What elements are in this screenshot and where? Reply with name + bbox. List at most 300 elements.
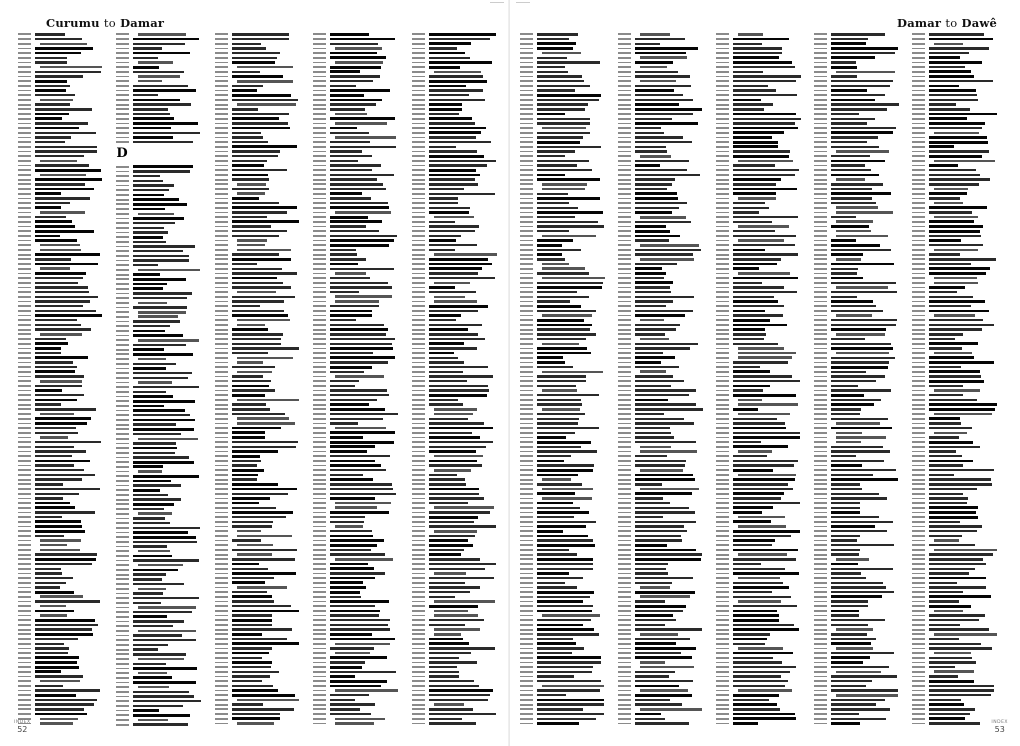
map-reference	[18, 291, 31, 293]
map-reference	[618, 155, 631, 157]
place-name	[232, 455, 260, 458]
place-name	[929, 310, 989, 313]
place-name	[35, 61, 67, 63]
place-name	[537, 455, 571, 457]
place-name	[429, 207, 470, 209]
map-reference	[912, 451, 925, 453]
map-reference	[520, 427, 533, 429]
place-name	[330, 249, 356, 251]
map-reference	[215, 708, 228, 710]
map-reference	[520, 451, 533, 453]
map-reference	[520, 282, 533, 284]
map-reference	[520, 662, 533, 664]
map-reference	[116, 38, 129, 40]
map-reference	[116, 414, 129, 416]
place-name	[133, 43, 185, 45]
place-name	[232, 338, 281, 340]
place-name	[133, 208, 165, 211]
map-reference	[18, 38, 31, 40]
map-reference	[716, 451, 729, 453]
place-name	[929, 47, 989, 49]
map-reference	[716, 216, 729, 218]
place-name	[35, 47, 93, 50]
place-name	[635, 680, 693, 682]
index-entry	[412, 721, 504, 726]
place-name	[537, 633, 599, 635]
place-name	[635, 71, 678, 73]
map-reference	[412, 71, 425, 73]
place-name	[635, 136, 683, 138]
place-name	[929, 624, 960, 626]
map-reference	[716, 427, 729, 429]
place-name	[35, 239, 77, 242]
place-name	[929, 717, 965, 720]
map-reference	[618, 624, 631, 626]
map-reference	[215, 160, 228, 162]
map-reference	[814, 582, 827, 584]
map-reference	[412, 113, 425, 115]
map-reference	[18, 296, 31, 298]
map-reference	[814, 601, 827, 603]
place-name	[40, 99, 73, 101]
map-reference	[313, 521, 326, 523]
map-reference	[814, 108, 827, 110]
map-reference	[618, 535, 631, 537]
place-name	[35, 713, 87, 716]
place-name	[434, 703, 464, 706]
place-name	[733, 258, 781, 260]
map-reference	[912, 235, 925, 237]
place-name	[635, 347, 690, 349]
map-reference	[814, 507, 827, 509]
map-reference	[18, 441, 31, 443]
map-reference	[18, 526, 31, 528]
place-name	[929, 586, 986, 588]
map-reference	[313, 573, 326, 575]
place-name	[429, 347, 477, 349]
place-name	[232, 75, 283, 78]
map-reference	[912, 273, 925, 275]
map-reference	[716, 99, 729, 101]
place-name	[434, 614, 478, 616]
place-name	[237, 291, 276, 293]
place-name	[929, 89, 976, 92]
map-reference	[313, 357, 326, 359]
map-reference	[520, 540, 533, 542]
map-reference	[215, 418, 228, 420]
map-reference	[412, 291, 425, 293]
map-reference	[18, 558, 31, 560]
map-reference	[18, 474, 31, 476]
map-reference	[716, 76, 729, 78]
place-name	[232, 343, 281, 345]
map-reference	[215, 43, 228, 45]
map-reference	[116, 386, 129, 388]
map-reference	[618, 643, 631, 645]
place-name	[232, 685, 273, 687]
map-reference	[116, 94, 129, 96]
map-reference	[912, 212, 925, 214]
place-name	[237, 192, 265, 195]
map-reference	[313, 493, 326, 495]
map-reference	[215, 427, 228, 429]
map-reference	[313, 137, 326, 139]
map-reference	[814, 605, 827, 607]
place-name	[733, 338, 764, 340]
place-name	[831, 418, 888, 420]
folio-label: INDEX	[991, 720, 1008, 725]
map-reference	[814, 437, 827, 439]
place-name	[929, 661, 976, 663]
map-reference	[618, 52, 631, 54]
place-name	[133, 531, 188, 534]
map-reference	[716, 183, 729, 185]
place-name	[537, 57, 567, 59]
place-name	[434, 71, 481, 73]
place-name	[635, 169, 687, 171]
place-name	[40, 605, 66, 607]
place-name	[330, 220, 382, 223]
place-name	[232, 511, 293, 514]
place-name	[35, 483, 63, 485]
map-reference	[313, 708, 326, 710]
map-reference	[618, 638, 631, 640]
map-reference	[215, 62, 228, 64]
place-name	[232, 268, 282, 270]
place-name	[330, 146, 396, 148]
place-name	[133, 494, 168, 496]
map-reference	[716, 249, 729, 251]
place-name	[232, 671, 279, 673]
place-name	[330, 455, 390, 457]
place-name	[934, 202, 963, 204]
map-reference	[520, 296, 533, 298]
map-reference	[618, 57, 631, 59]
map-reference	[215, 226, 228, 228]
place-name	[831, 408, 861, 410]
place-name	[537, 113, 565, 116]
map-reference	[412, 240, 425, 242]
map-reference	[520, 301, 533, 303]
map-reference	[814, 723, 827, 725]
map-reference	[313, 296, 326, 298]
map-reference	[116, 278, 129, 280]
map-reference	[116, 433, 129, 435]
map-reference	[412, 530, 425, 532]
map-reference	[520, 310, 533, 312]
map-reference	[116, 213, 129, 215]
place-name	[831, 666, 889, 668]
map-reference	[814, 718, 827, 720]
map-reference	[520, 483, 533, 485]
map-reference	[215, 540, 228, 542]
map-reference	[814, 694, 827, 696]
place-name	[831, 539, 857, 541]
place-name	[133, 480, 171, 483]
place-name	[542, 389, 577, 391]
place-name	[733, 300, 778, 303]
place-name	[929, 305, 971, 307]
map-reference	[313, 540, 326, 542]
place-name	[831, 525, 875, 528]
place-name	[929, 427, 972, 429]
place-name	[35, 488, 100, 490]
map-reference	[912, 587, 925, 589]
map-reference	[716, 315, 729, 317]
place-name	[640, 66, 667, 68]
map-reference	[116, 132, 129, 134]
map-reference	[215, 455, 228, 457]
place-name	[133, 184, 174, 186]
map-reference	[18, 235, 31, 237]
place-name	[330, 441, 394, 444]
map-reference	[18, 652, 31, 654]
place-name	[330, 694, 369, 696]
map-reference	[912, 207, 925, 209]
place-name	[133, 611, 192, 613]
place-name	[831, 577, 866, 579]
place-name	[35, 366, 77, 368]
map-reference	[814, 535, 827, 537]
place-name	[929, 568, 975, 570]
map-reference	[618, 619, 631, 621]
map-reference	[618, 273, 631, 275]
place-name	[635, 647, 696, 650]
map-reference	[313, 502, 326, 504]
map-reference	[912, 48, 925, 50]
place-name	[831, 371, 866, 373]
map-reference	[215, 198, 228, 200]
place-name	[537, 624, 583, 627]
place-name	[733, 211, 759, 213]
map-reference	[412, 33, 425, 35]
place-name	[733, 680, 788, 682]
map-reference	[912, 483, 925, 485]
map-reference	[814, 554, 827, 556]
map-reference	[412, 596, 425, 598]
place-name	[929, 370, 980, 373]
place-name	[35, 478, 82, 480]
map-reference	[313, 685, 326, 687]
place-name	[429, 488, 479, 491]
map-reference	[18, 57, 31, 59]
map-reference	[716, 596, 729, 598]
place-name	[232, 403, 266, 405]
place-name	[330, 56, 386, 59]
place-name	[831, 586, 886, 588]
map-reference	[618, 174, 631, 176]
map-reference	[412, 174, 425, 176]
map-reference	[618, 582, 631, 584]
place-name	[35, 370, 75, 373]
place-name	[429, 371, 463, 373]
place-name	[929, 296, 973, 298]
map-reference	[215, 179, 228, 181]
map-reference	[716, 282, 729, 284]
map-reference	[116, 447, 129, 449]
place-name	[330, 680, 387, 683]
map-reference	[912, 33, 925, 35]
map-reference	[18, 404, 31, 406]
place-name	[537, 600, 583, 603]
map-reference	[520, 287, 533, 289]
place-name	[537, 150, 575, 152]
place-name	[635, 277, 664, 279]
map-reference	[116, 503, 129, 505]
map-reference	[814, 549, 827, 551]
place-name	[330, 699, 355, 701]
map-reference	[912, 343, 925, 345]
place-name	[133, 578, 162, 580]
map-reference	[814, 249, 827, 251]
map-reference	[412, 85, 425, 87]
place-name	[330, 431, 395, 434]
place-name	[133, 503, 174, 506]
map-reference	[116, 428, 129, 430]
place-name	[831, 633, 867, 635]
map-reference	[520, 268, 533, 270]
map-reference	[215, 155, 228, 157]
map-reference	[716, 507, 729, 509]
map-reference	[912, 479, 925, 481]
map-reference	[215, 137, 228, 139]
place-name	[635, 380, 684, 382]
map-reference	[618, 132, 631, 134]
place-name	[537, 642, 576, 645]
map-reference	[313, 329, 326, 331]
map-reference	[520, 596, 533, 598]
map-reference	[520, 108, 533, 110]
place-name	[35, 169, 101, 172]
place-name	[537, 366, 573, 368]
place-name	[635, 694, 692, 697]
place-name	[35, 624, 98, 626]
place-name	[133, 423, 176, 425]
map-reference	[116, 410, 129, 412]
place-name	[133, 170, 190, 172]
place-name	[232, 174, 268, 177]
map-reference	[215, 57, 228, 59]
place-name	[929, 253, 960, 255]
place-name	[537, 544, 595, 547]
map-reference	[716, 385, 729, 387]
place-name	[537, 647, 584, 649]
map-reference	[18, 43, 31, 45]
place-name	[537, 286, 602, 289]
map-reference	[814, 282, 827, 284]
place-name	[35, 202, 70, 204]
map-reference	[18, 380, 31, 382]
map-reference	[520, 376, 533, 378]
place-name	[635, 324, 680, 326]
map-reference	[116, 550, 129, 552]
map-reference	[618, 390, 631, 392]
map-reference	[716, 474, 729, 476]
place-name	[929, 591, 963, 593]
map-reference	[520, 258, 533, 260]
map-reference	[520, 202, 533, 204]
map-reference	[618, 540, 631, 542]
place-name	[429, 188, 464, 190]
place-name	[537, 680, 601, 682]
map-reference	[520, 179, 533, 181]
place-name	[133, 113, 170, 115]
place-name	[429, 108, 462, 111]
map-reference	[716, 57, 729, 59]
place-name	[831, 375, 885, 377]
place-name	[831, 591, 894, 593]
place-name	[635, 108, 702, 111]
place-name	[330, 117, 395, 120]
place-name	[133, 395, 173, 398]
place-name	[35, 460, 90, 463]
map-reference	[412, 183, 425, 185]
map-reference	[215, 263, 228, 265]
place-name	[635, 511, 695, 513]
place-name	[831, 66, 857, 69]
place-name	[831, 80, 893, 82]
place-name	[232, 642, 299, 645]
map-reference	[412, 254, 425, 256]
place-name	[429, 539, 468, 542]
map-reference	[618, 249, 631, 251]
map-reference	[412, 465, 425, 467]
place-name	[635, 427, 670, 429]
map-reference	[814, 80, 827, 82]
map-reference	[215, 399, 228, 401]
place-name	[429, 230, 475, 232]
place-name	[429, 657, 459, 659]
place-name	[40, 722, 73, 724]
place-name	[429, 333, 478, 335]
place-name	[929, 394, 963, 396]
place-name	[733, 207, 769, 209]
map-reference	[520, 460, 533, 462]
place-name	[733, 286, 784, 288]
map-reference	[18, 516, 31, 518]
map-reference	[215, 333, 228, 335]
map-reference	[618, 216, 631, 218]
place-name	[138, 213, 174, 215]
place-name	[429, 680, 474, 682]
map-reference	[116, 330, 129, 332]
map-reference	[412, 123, 425, 125]
map-reference	[912, 685, 925, 687]
map-reference	[716, 338, 729, 340]
place-name	[232, 436, 265, 439]
place-name	[831, 483, 860, 485]
place-name	[40, 680, 80, 682]
place-name	[640, 708, 702, 711]
map-reference	[716, 113, 729, 115]
place-name	[733, 183, 776, 185]
map-reference	[912, 498, 925, 500]
place-name	[330, 333, 386, 335]
place-name	[429, 52, 465, 55]
place-name	[429, 624, 465, 626]
place-name	[133, 217, 184, 220]
place-name	[232, 689, 278, 692]
map-reference	[313, 333, 326, 335]
place-name	[237, 422, 295, 425]
map-reference	[716, 526, 729, 528]
place-name	[237, 417, 289, 420]
place-name	[635, 211, 672, 214]
place-name	[733, 469, 773, 472]
place-name	[429, 708, 473, 710]
map-reference	[520, 277, 533, 279]
place-name	[635, 272, 666, 275]
